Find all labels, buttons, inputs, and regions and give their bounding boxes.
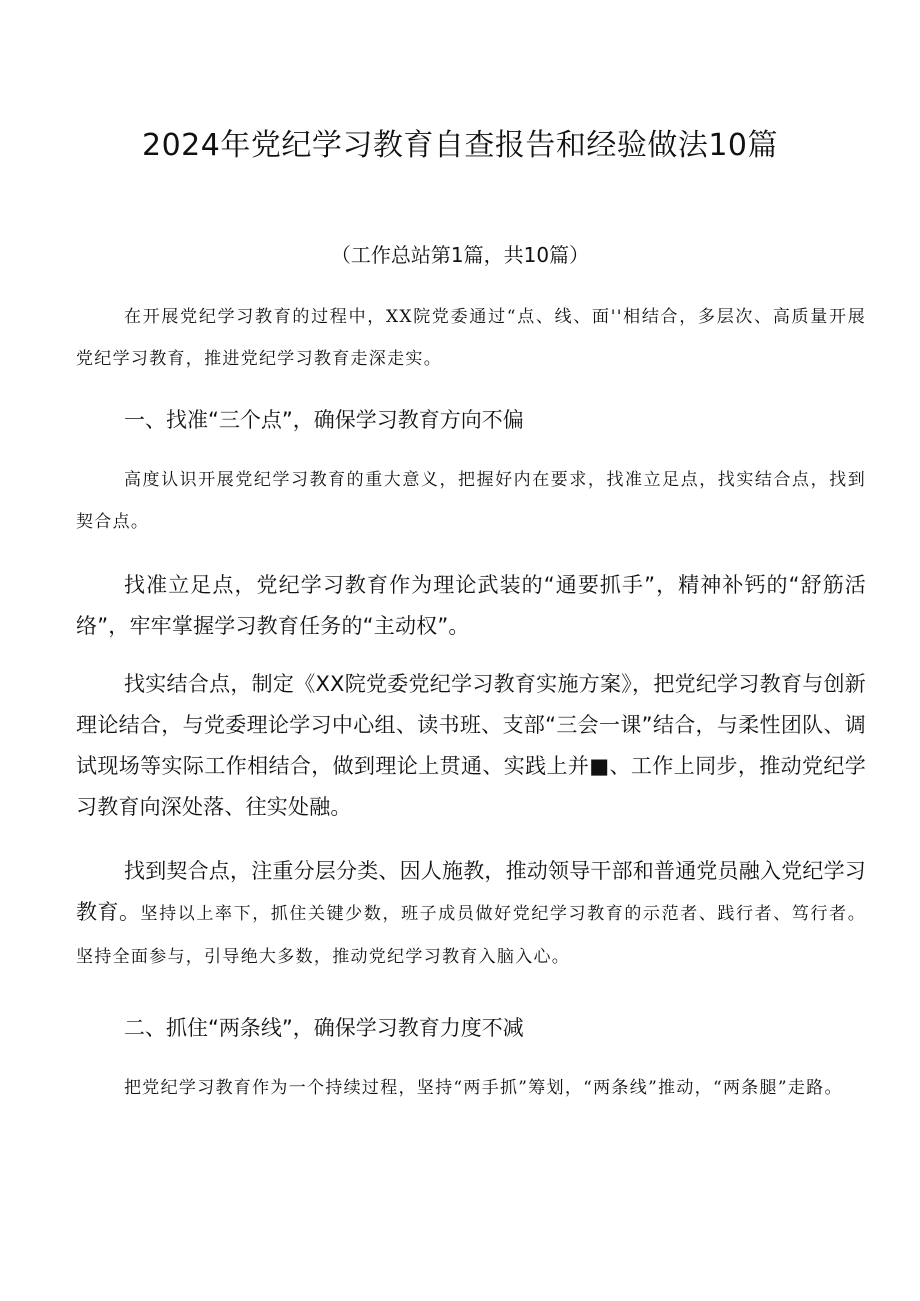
section-2-heading: 二、抓住“两条线”，确保学习教育力度不减 — [124, 1016, 524, 1040]
section-1-paragraph-2: 找准立足点，党纪学习教育作为理论武装的“通要抓手”，精神补钙的“舒筋活络”，牢牢掌握学习教育任务的“主动权”。 — [76, 573, 866, 638]
section-1-paragraph-4 — [76, 851, 866, 978]
section-1-paragraph-4-lead: 找到契合点，注重分层分类、因人施教，推动领导干部和普通党员融入党纪学习教育。 — [76, 859, 866, 924]
section-2-paragraph-1: 把党纪学习教育作为一个持续过程，坚持“两手抓”筹划，“两条线”推动，“两条腿”走路。 — [124, 1078, 843, 1098]
document-title: 2024年党纪学习教育自查报告和经验做法10篇 — [141, 128, 779, 163]
section-1-paragraph-3: 找实结合点，制定《XX院党委党纪学习教育实施方案》，把党纪学习教育与创新理论结合，与党委理论学习中心组、读书班、支部“三会一课”结合，与柔性团队、调试现场等实际工作相结合，做到理论上贯通、实践上并■、工作上同步，推动党纪学习教育向深处落、往实处融。 — [76, 672, 866, 819]
intro-paragraph: 在开展党纪学习教育的过程中，XX院党委通过“点、线、面''相结合，多层次、高质量开展党纪学习教育，推进党纪学习教育走深走实。 — [76, 307, 866, 369]
section-1-paragraph-4-body: 坚持以上率下，抓住关键少数，班子成员做好党纪学习教育的示范者、践行者、笃行者。坚持全面参与，引导绝大多数，推动党纪学习教育入脑入心。 — [76, 904, 866, 967]
section-1-paragraph-1: 高度认识开展党纪学习教育的重大意义，把握好内在要求，找准立足点，找实结合点，找到契合点。 — [76, 470, 866, 532]
section-1-heading: 一、找准“三个点”，确保学习教育方向不偏 — [124, 408, 524, 432]
document-subtitle: （工作总站第1篇，共10篇） — [330, 243, 590, 267]
